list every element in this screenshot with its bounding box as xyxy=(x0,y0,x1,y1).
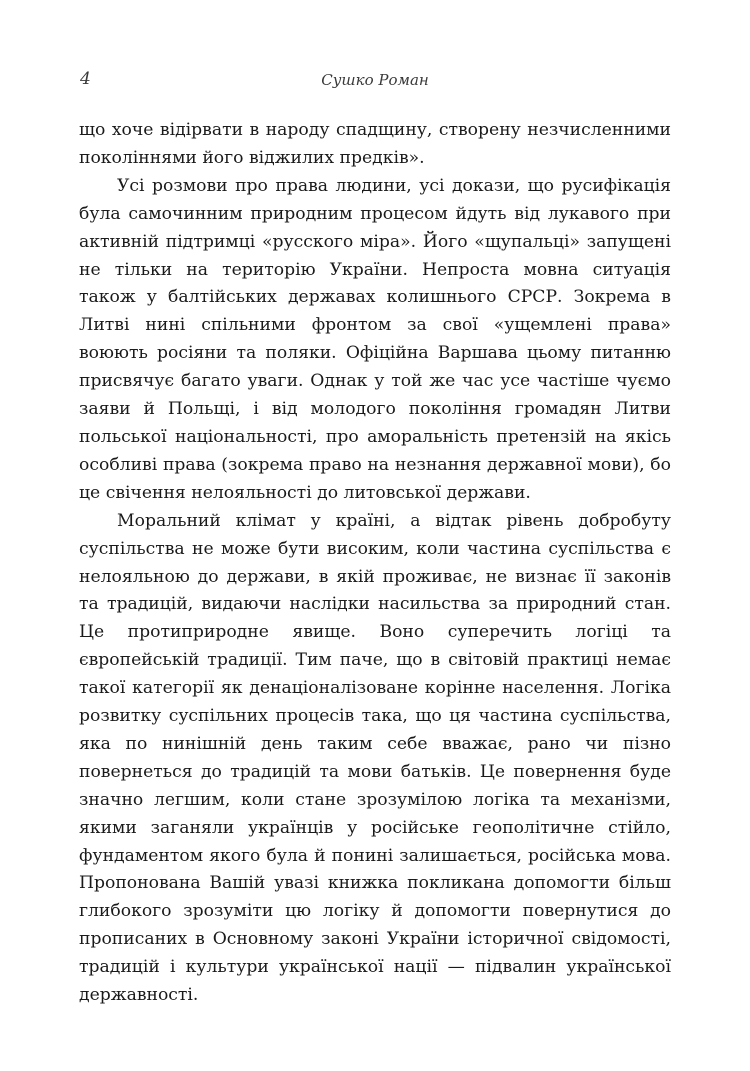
paragraph: Моральний клімат у країні, а відтак рівень добробуту суспільства не може бути високим, коли частина суспільства є нелояльною до держави, в якій проживає, не визнає її законів та традицій, видаючи наслідки насильства за природний стан. Це протиприродне явище. Воно суперечить логіці та європейській традиції. Тим паче, що в світовій практиці немає такої категорії як денаціоналізоване корінне населення. Логіка розвитку суспільних процесів така, що ця частина суспільства, яка по нинішній день таким себе вважає, рано чи пізно повернеться до традицій та мови батьків. Це повернення буде значно легшим, коли стане зрозумілою логіка та механізми, якими заганяли українців у російське геополітичне стійло, фундаментом якого була й понині залишається, російська мова. Пропонована Вашій увазі книжка покликана допомогти більш глибокого зрозуміти цю логіку й допомогти повернутися до прописаних в Основному законі України історичної свідомості, традицій і культури української нації — підвалин української державності. xyxy=(79,510,671,1006)
paragraph-continuation: що хоче відірвати в народу спадщину, створену незчисленними поколіннями його віджилих предків». xyxy=(79,120,671,168)
body-text xyxy=(79,117,671,1010)
page-header xyxy=(80,69,670,99)
page-number: 4 xyxy=(80,69,91,89)
running-title: Сушко Роман xyxy=(321,71,429,89)
paragraph: Усі розмови про права людини, усі докази, що русифікація була самочинним природним процесом йдуть від лукавого при активній підтримці «русского міра». Його «щупальці» запущені не тільки на територію України. Непроста мовна ситуація також у балтійських державах колишнього СРСР. Зокрема в Литві нині спільними фронтом за свої «ущемлені права» воюють росіяни та поляки. Офіційна Варшава цьому питанню присвячує багато уваги. Однак у той же час усе частіше чуємо заяви й Польщі, і від молодого покоління громадян Литви польської національності, про аморальність претензій на якісь особливі права (зокрема право на незнання державної мови), бо це свічення нелояльності до литовської держави. xyxy=(79,175,671,503)
